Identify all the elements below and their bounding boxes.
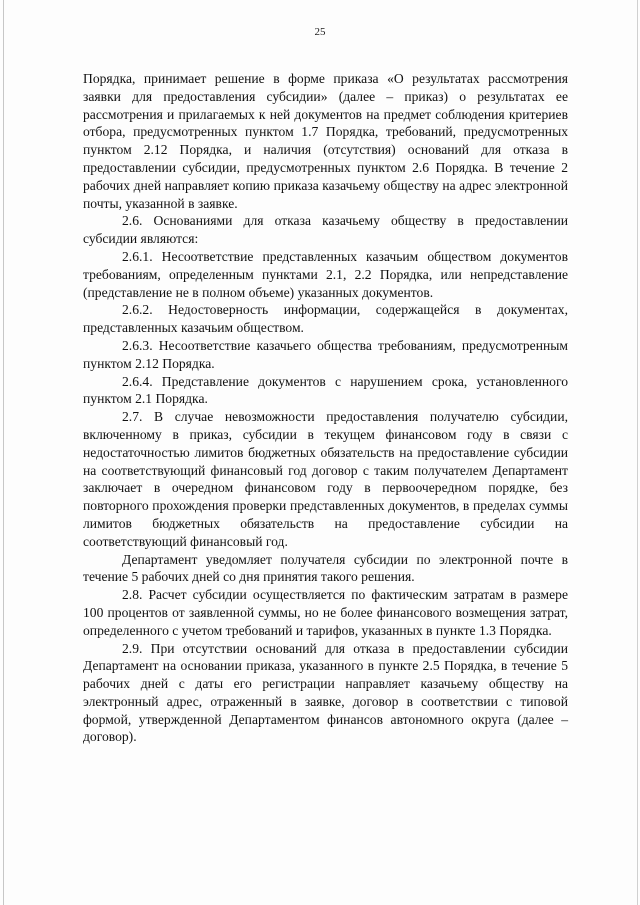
- paragraph-2-7-notice: Департамент уведомляет получателя субсидии по электронной почте в течение 5 рабочих дней со дня принятия такого решения.: [83, 551, 568, 585]
- paragraph-2-6: 2.6. Основаниями для отказа казачьему обществу в предоставлении субсидии являются:: [83, 213, 568, 247]
- paragraph-2-6-1: 2.6.1. Несоответствие представленных казачьим обществом документов требованиям, определенным пунктами 2.1, 2.2 Порядка, или непредставление (представление не в полном объеме) указанных документов.: [83, 248, 568, 300]
- paragraph-2-6-4: 2.6.4. Представление документов с нарушением срока, установленного пунктом 2.1 Порядка.: [83, 373, 568, 407]
- paragraph-continuation: Порядка, принимает решение в форме приказа «О результатах рассмотрения заявки для предоставления субсидии» (далее – приказ) о результатах ее рассмотрения и прилагаемых к ней документов на предмет соблюдения критериев отбора, предусмотренных пунктом 1.7 Порядка, требований, предусмотренных пунктом 2.12 Порядка, и наличия (отсутствия) оснований для отказа в предоставлении субсидии, предусмотренных пунктом 2.6 Порядка. В течение 2 рабочих дней направляет копию приказа казачьему обществу на адрес электронной почты, указанной в заявке.: [83, 71, 568, 211]
- paragraph-2-9: 2.9. При отсутствии оснований для отказа в предоставлении субсидии Департамент на основании приказа, указанного в пункте 2.5 Порядка, в течение 5 рабочих дней с даты его регистрации направляет казачьему обществу на электронный адрес, отраженный в заявке, договор в соответствии с типовой формой, утвержденной Департаментом финансов автономного округа (далее – договор).: [83, 640, 568, 745]
- scan-edge-left: [3, 0, 4, 905]
- paragraph-2-6-2: 2.6.2. Недостоверность информации, содержащейся в документах, представленных казачьим обществом.: [83, 302, 568, 336]
- page-number: 25: [314, 26, 326, 38]
- body-text: [83, 70, 568, 746]
- paragraph-2-7: 2.7. В случае невозможности предоставления получателю субсидии, включенному в приказ, субсидии в текущем финансовом году в связи с недостаточностью лимитов бюджетных обязательств на предоставление субсидии на соответствующий финансовый год договор с таким получателем Департамент заключает в очередном финансовом году в первоочередном порядке, без повторного прохождения проверки представленных документов, в пределах суммы лимитов бюджетных обязательств на предоставление субсидии на соответствующий финансовый год.: [83, 409, 568, 549]
- paragraph-2-8: 2.8. Расчет субсидии осуществляется по фактическим затратам в размере 100 процентов от заявленной суммы, но не более финансового возмещения затрат, определенного с учетом требований и тарифов, указанных в пункте 1.3 Порядка.: [83, 587, 568, 638]
- scan-edge-right: [637, 0, 638, 905]
- paragraph-2-6-3: 2.6.3. Несоответствие казачьего общества требованиям, предусмотренным пунктом 2.12 Порядка.: [83, 337, 568, 371]
